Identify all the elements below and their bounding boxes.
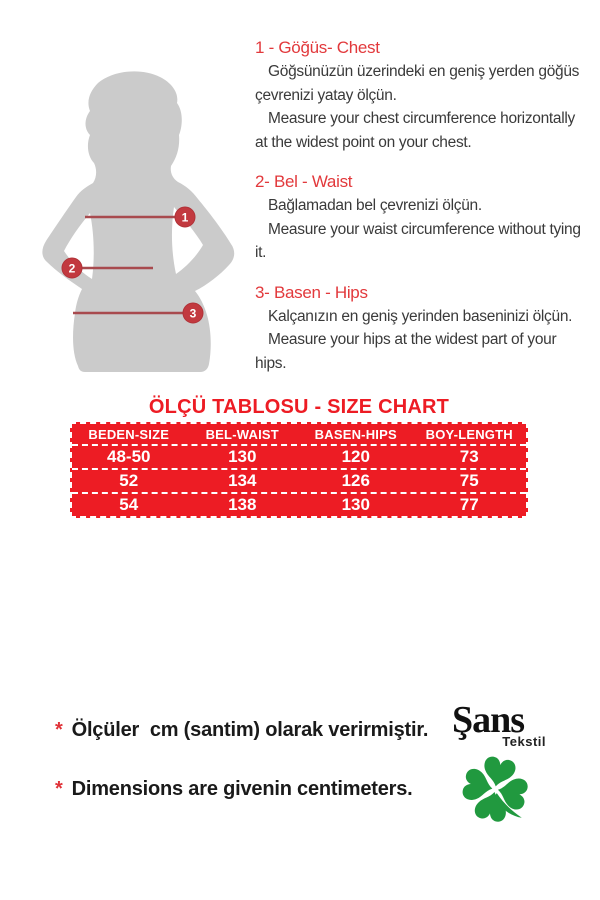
clover-icon (454, 753, 542, 833)
table-row (72, 492, 526, 516)
column-header-hips: BASEN-HIPS (314, 426, 397, 442)
table-cell: 130 (341, 495, 370, 514)
note-asterisk: * (55, 719, 63, 741)
table-cell: 138 (228, 495, 257, 514)
section-hips-english: Measure your hips at the widest part of your hips. (255, 331, 557, 372)
note-text: Ölçüler cm (santim) olarak verirmiştir. (71, 719, 429, 741)
table-cell: 48-50 (107, 447, 151, 466)
section-heading-waist: 2- Bel - Waist (255, 172, 353, 191)
table-cell: 52 (119, 471, 139, 490)
table-row (72, 444, 526, 468)
note-text: Dimensions are givenin centimeters. (71, 778, 413, 800)
size-chart-table (70, 422, 528, 518)
table-cell: 77 (459, 495, 479, 514)
section-chest-turkish: Göğsünüzün üzerindeki en geniş yerden göğüs çevrenizi yatay ölçün. (255, 63, 580, 104)
brand-logo (448, 700, 548, 833)
table-cell: 120 (341, 447, 370, 466)
marker-1-label: 1 (181, 210, 189, 225)
section-heading-hips: 3- Basen - Hips (255, 282, 368, 302)
note-units-turkish (55, 719, 428, 742)
measure-instructions (255, 36, 589, 375)
note-units-english (55, 778, 413, 801)
column-header-waist: BEL-WAIST (205, 426, 279, 442)
column-header-length: BOY-LENGTH (425, 426, 513, 442)
table-row (72, 468, 526, 492)
table-cell: 134 (228, 471, 257, 490)
table-cell: 130 (228, 447, 257, 466)
column-header-size: BEDEN-SIZE (88, 426, 170, 442)
note-asterisk: * (55, 778, 63, 800)
table-cell: 73 (459, 447, 479, 466)
table-cell: 75 (459, 471, 479, 490)
section-waist-english: Measure your waist circumference without tying it. (255, 220, 581, 261)
woman-silhouette (42, 71, 234, 372)
table-cell: 126 (341, 471, 370, 490)
table-cell: 54 (119, 495, 139, 514)
measurement-figure (40, 65, 240, 385)
marker-2-label: 2 (68, 261, 76, 276)
brand-subtitle: Tekstil (502, 734, 546, 749)
size-chart-title: ÖLÇÜ TABLOSU - SIZE CHART (148, 396, 450, 418)
section-heading-chest: 1 - Göğüs- Chest (255, 38, 380, 57)
marker-3-label: 3 (189, 306, 197, 321)
brand-name: Şans (452, 699, 525, 741)
section-chest-english: Measure your chest circumference horizontally at the widest point on your chest. (255, 110, 575, 151)
section-waist-turkish: Bağlamadan bel çevrenizi ölçün. (268, 197, 482, 214)
table-header-row (72, 424, 526, 444)
section-hips-turkish: Kalçanızın en geniş yerinden baseninizi ölçün. (268, 307, 573, 325)
